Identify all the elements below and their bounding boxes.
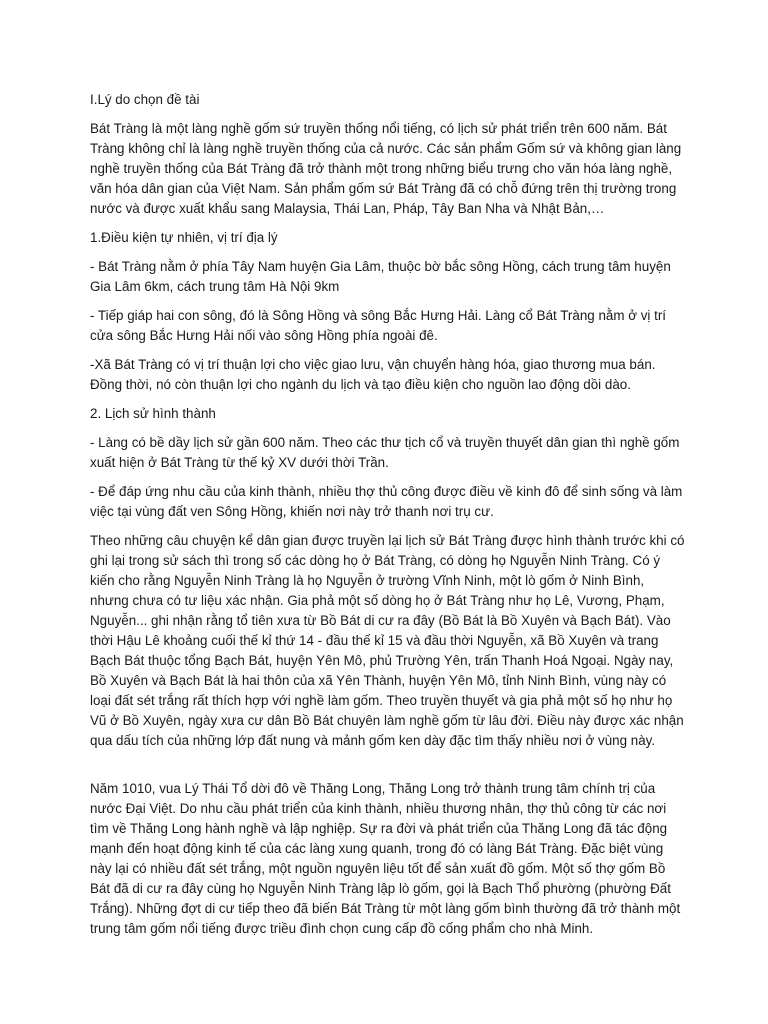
paragraph-folk-tales: Theo những câu chuyện kể dân gian được truyền lại lịch sử Bát Tràng được hình thành trước khi có ghi lại trong sử sách thì trong số các dòng họ ở Bát Tràng, có dòng họ Nguyễn Ninh Tràng. Có ý kiến cho rằng Nguyễn Ninh Tràng là họ Nguyễn ở trường Vĩnh Ninh, một lò gốm ở Ninh Bình, nhưng chưa có tư liệu xác nhận. Gia phả một số dòng họ ở Bát Tràng như họ Lê, Vương, Phạm, Nguyễn... ghi nhận rằng tổ tiên xưa từ Bồ Bát di cư ra đây (Bồ Bát là Bồ Xuyên và Bạch Bát). Vào thời Hậu Lê khoảng cuối thế kỉ thứ 14 - đầu thế kỉ 15 và đầu thời Nguyễn, xã Bồ Xuyên và trang Bạch Bát thuộc tổng Bạch Bát, huyện Yên Mô, phủ Trường Yên, trấn Thanh Hoá Ngoại. Ngày nay, Bồ Xuyên và Bạch Bát là hai thôn của xã Yên Thành, huyện Yên Mô, tỉnh Ninh Bình, vùng này có loại đất sét trắng rất thích hợp với nghề làm gốm. Theo truyền thuyết và gia phả một số họ như họ Vũ ở Bồ Xuyên, ngày xưa cư dân Bồ Bát chuyên làm nghề gốm từ lâu đời. Điều này được xác nhận qua dấu tích của những lớp đất nung và mảnh gốm ken dày đặc tìm thấy nhiều nơi ở vùng này. [90, 533, 685, 748]
section-heading-history: 2. Lịch sử hình thành [90, 406, 216, 421]
paragraph-advantages: -Xã Bát Tràng có vị trí thuận lợi cho việc giao lưu, vận chuyển hàng hóa, giao thương mua bán. Đồng thời, nó còn thuận lợi cho ngành du lịch và tạo điều kiện cho nguồn lao động dồi dào. [90, 357, 656, 392]
paragraph-thang-long: Năm 1010, vua Lý Thái Tổ dời đô về Thăng Long, Thăng Long trở thành trung tâm chính trị của nước Đại Việt. Do nhu cầu phát triển của kinh thành, nhiều thương nhân, thợ thủ công từ các nơi tìm về Thăng Long hành nghề và lập nghiệp. Sự ra đời và phát triển của Thăng Long đã tác động mạnh đến hoạt động kinh tế của các làng xung quanh, trong đó có làng Bát Tràng. Đặc biệt vùng này lại có nhiều đất sét trắng, một nguồn nguyên liệu tốt để sản xuất đồ gốm. Một số thợ gốm Bồ Bát đã di cư ra đây cùng họ Nguyễn Ninh Tràng lập lò gốm, gọi là Bạch Thổ phường (phường Đất Trắng). Những đợt di cư tiếp theo đã biến Bát Tràng từ một làng gốm bình thường đã trở thành một trung tâm gốm nổi tiếng được triều đình chọn cung cấp đồ cống phẩm cho nhà Minh. [90, 781, 681, 936]
paragraph-artisans: - Để đáp ứng nhu cầu của kinh thành, nhiều thợ thủ công được điều về kinh đô để sinh sống và làm việc tại vùng đất ven Sông Hồng, khiến nơi này trở thanh nơi trụ cư. [90, 484, 683, 519]
paragraph-rivers: - Tiếp giáp hai con sông, đó là Sông Hồng và sông Bắc Hưng Hải. Làng cổ Bát Tràng nằm ở vị trí cửa sông Bắc Hưng Hải nối vào sông Hồng phía ngoài đê. [90, 308, 667, 343]
paragraph-intro: Bát Tràng là một làng nghề gốm sứ truyền thống nổi tiếng, có lịch sử phát triển trên 600 năm. Bát Tràng không chỉ là làng nghề truyền thống của cả nước. Các sản phẩm Gốm sứ và không gian làng nghề truyền thống của Bát Tràng đã trở thành một trong những biểu trưng cho văn hóa làng nghề, văn hóa dân gian của Việt Nam. Sản phẩm gốm sứ Bát Tràng đã có chỗ đứng trên thị trường trong nước và được xuất khẩu sang Malaysia, Thái Lan, Pháp, Tây Ban Nha và Nhật Bản,… [90, 121, 682, 216]
paragraph-history-age: - Làng có bề dầy lịch sử gần 600 năm. Theo các thư tịch cổ và truyền thuyết dân gian thì nghề gốm xuất hiện ở Bát Tràng từ thế kỷ XV dưới thời Trần. [90, 435, 680, 470]
document-body [90, 90, 685, 948]
section-heading-reason: I.Lý do chọn đề tài [90, 92, 200, 107]
paragraph-location: - Bát Tràng nằm ở phía Tây Nam huyện Gia Lâm, thuộc bờ bắc sông Hồng, cách trung tâm huyện Gia Lâm 6km, cách trung tâm Hà Nội 9km [90, 259, 671, 294]
section-heading-geography: 1.Điều kiện tự nhiên, vị trí địa lý [90, 230, 278, 245]
